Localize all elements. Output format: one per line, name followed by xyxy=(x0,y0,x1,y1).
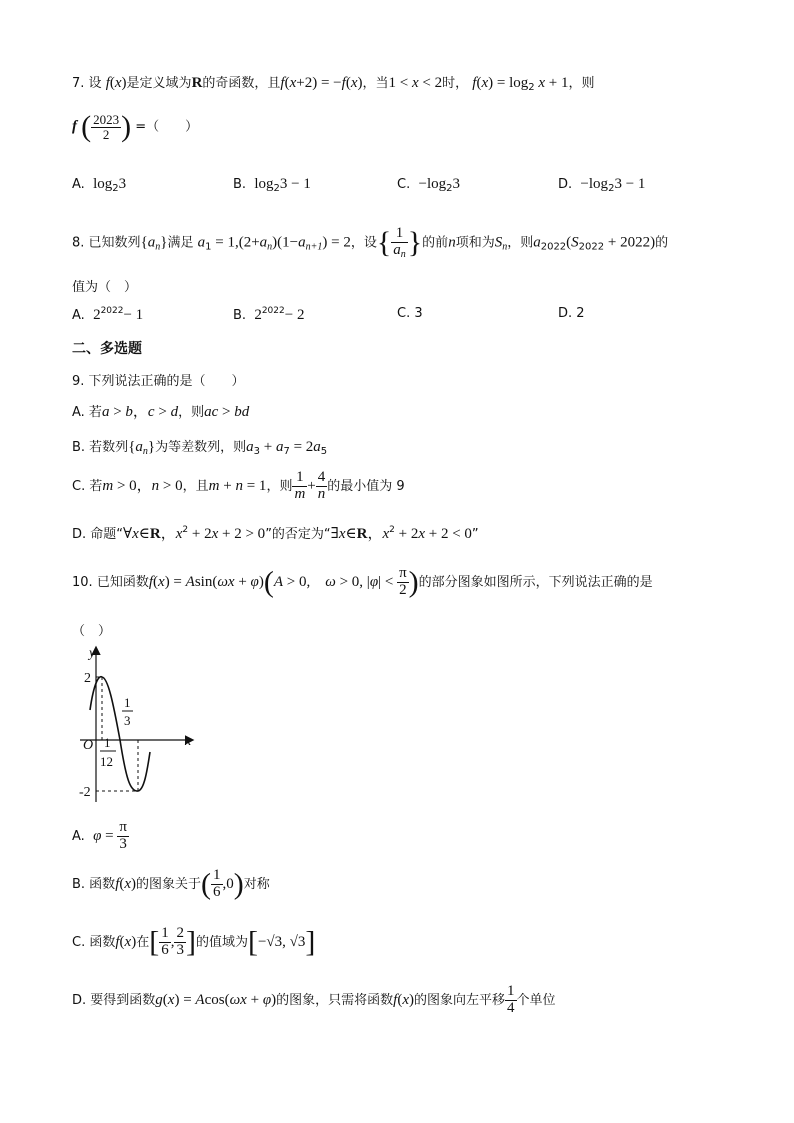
frac-1-12-den: 12 xyxy=(100,754,113,769)
q9-option-b[interactable]: B. 若数列$\{a_n\}$为等差数列，则$a_3 + a_7 = 2a_5$ xyxy=(72,439,328,457)
q10-paren: （ ） xyxy=(72,624,112,639)
q7-option-b[interactable]: B. $\log_23 - 1$ xyxy=(233,176,311,194)
q7-option-a[interactable]: A. $\log_23$ xyxy=(72,176,127,194)
q7-fraction: $\frac{2023}{2}$ xyxy=(93,111,120,142)
q8-stem: 8. 已知数列$\{a_n\}$满足 $a_1 = 1,(2+a_n)(1-a_{n+1}) = 2$，设{ $\frac{1}{a_n}$ }的前n项和为$S_n$，则$a_{2022}(S_{2022} + 2022)$的 xyxy=(72,225,669,260)
q10-option-d[interactable]: D. 要得到函数g(x) = Acos(ωx + φ)的图象，只需将函数f(x)的图象向左平移 $\frac{1}{4}$ 个单位 xyxy=(72,983,556,1016)
q7-stem: 7. 设 f(x)是定义域为R的奇函数，且f(x+2) = −f(x)，当1 < x < 2时， $f(x) = \log_2 x + 1$，则 xyxy=(72,75,595,93)
frac-1-3-num: 1 xyxy=(124,695,131,710)
sine-curve xyxy=(90,677,150,791)
frac-1-3-den: 3 xyxy=(124,713,131,728)
q10-option-b[interactable]: B. 函数f(x)的图象关于( $\frac{1}{6}$ ,0)对称 xyxy=(72,867,270,901)
q9-stem: 9. 下列说法正确的是（ ） xyxy=(72,374,245,389)
q10-stem: 10. 已知函数f(x) = Asin(ωx + φ)(A > 0, ω > 0, |φ| < $\frac{\pi}{2}$ )的部分图象如图所示，下列说法正确的是 xyxy=(72,565,653,599)
q7-expression: f ( $\frac{2023}{2}$ ) =（ ） xyxy=(72,110,199,143)
y-axis-label: y xyxy=(89,646,96,661)
q7-option-d[interactable]: D. $-\log_23 - 1$ xyxy=(558,176,646,194)
q7-option-c[interactable]: C. $-\log_23$ xyxy=(397,176,460,194)
q8-option-d[interactable]: D. 2 xyxy=(558,306,585,321)
q10-option-c[interactable]: C. 函数f(x)在[ $\frac{1}{6}$ , $\frac{2}{3}$ ]的值域为[−√3, √3] xyxy=(72,925,316,959)
section-heading: 二、多选题 xyxy=(72,341,142,357)
x-axis-label: x xyxy=(185,734,192,749)
q8-option-c[interactable]: C. 3 xyxy=(397,306,423,321)
tick-neg2: -2 xyxy=(79,785,91,800)
q8-line2: 值为（ ） xyxy=(72,280,138,295)
q9-option-c[interactable]: C. 若m > 0，n > 0，且m + n = 1，则 $\frac{1}{m}$ + $\frac{4}{n}$ 的最小值为 9 xyxy=(72,469,405,502)
q8-option-a[interactable]: A. $2^{2022}- 1$ xyxy=(72,306,144,323)
q8-option-b[interactable]: B. $2^{2022}- 2$ xyxy=(233,306,305,323)
origin-label: O xyxy=(83,738,94,753)
frac-1-12-num: 1 xyxy=(104,735,111,750)
q9-option-a[interactable]: A. 若a > b，c > d，则ac > bd xyxy=(72,404,250,420)
q9-option-d[interactable]: D. 命题“∀x∈R，$x^2 + 2x + 2 > 0$”的否定为“∃x∈R，$x^2 + 2x + 2 < 0$” xyxy=(72,525,479,542)
q10-graph xyxy=(72,640,202,810)
q10-option-a[interactable]: A. φ = $\frac{\pi}{3}$ xyxy=(72,819,127,852)
tick-2: 2 xyxy=(84,671,91,686)
